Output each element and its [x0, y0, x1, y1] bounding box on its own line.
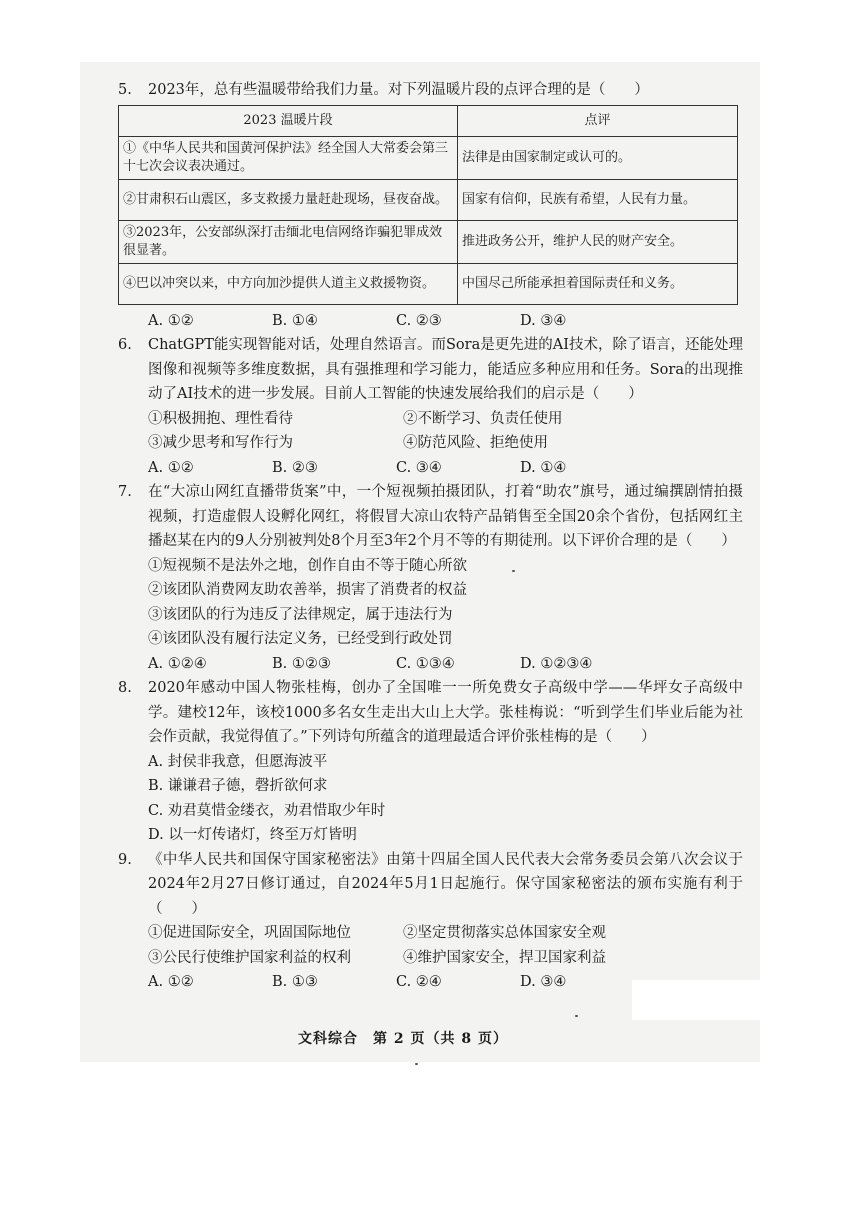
option-b: B. ①②③ — [272, 655, 331, 672]
option-d: D. ①②③④ — [520, 655, 593, 672]
option-d: D. ③④ — [520, 312, 567, 329]
scan-speck — [415, 1063, 418, 1065]
question-number: 7. — [118, 484, 132, 500]
table-cell: 推进政务公开，维护人民的财产安全。 — [458, 220, 738, 263]
question-8 — [118, 676, 743, 848]
option-d: D. ③④ — [520, 974, 567, 990]
table-row — [119, 263, 738, 304]
option-c: C. ①③④ — [396, 655, 455, 672]
statement-list — [118, 921, 743, 970]
statement: ④该团队没有履行法定义务，已经受到行政处罚 — [148, 631, 453, 647]
answer-options — [118, 456, 743, 481]
table-row — [119, 136, 738, 179]
table-cell: 法律是由国家制定或认可的。 — [458, 136, 738, 179]
question-number: 9. — [118, 851, 132, 868]
table-cell: 中国尽己所能承担着国际责任和义务。 — [458, 263, 738, 304]
review-table — [118, 105, 738, 305]
choice-a: A. 封侯非我意，但愿海波平 — [148, 753, 328, 770]
question-number: 6. — [118, 337, 132, 353]
table-row — [119, 220, 738, 263]
table-header-comment: 点评 — [458, 105, 738, 136]
statement: ①促进国际安全，巩固国际地位 — [148, 925, 351, 941]
scan-speck — [575, 1015, 578, 1017]
choice-d: D. 以一灯传诸灯，终至万灯皆明 — [148, 827, 357, 843]
statement: ④防范风险、拒绝使用 — [403, 435, 548, 451]
question-number: 5. — [118, 82, 132, 98]
option-b: B. ②③ — [272, 459, 318, 476]
statement: ④维护国家安全，捍卫国家利益 — [403, 949, 606, 966]
option-d: D. ①④ — [520, 459, 567, 476]
question-5 — [118, 78, 743, 333]
option-a: A. ①②④ — [148, 655, 207, 672]
answer-options — [118, 970, 743, 995]
table-row — [119, 179, 738, 220]
statement: ②该团队消费网友助农善举，损害了消费者的权益 — [148, 582, 467, 598]
option-a: A. ①② — [148, 312, 194, 329]
page-footer: 文科综合 第 2 页（共 8 页） — [298, 1031, 508, 1047]
table-header-fragment: 2023 温暖片段 — [119, 105, 458, 136]
answer-options — [118, 309, 743, 334]
question-7 — [118, 480, 743, 676]
table-cell: ④巴以冲突以来，中方向加沙提供人道主义救援物资。 — [119, 263, 458, 304]
question-stem: 《中华人民共和国保守国家秘密法》由第十四届全国人民代表大会常务委员会第八次会议于2024年2月27日修订通过，自2024年5月1日起施行。保守国家秘密法的颁布实施有利于（ ） — [148, 851, 743, 917]
option-c: C. ③④ — [396, 459, 442, 476]
statement-list — [118, 407, 743, 456]
question-stem: 2023年，总有些温暖带给我们力量。对下列温暖片段的点评合理的是（ ） — [148, 82, 649, 98]
scan-speck — [512, 570, 515, 572]
option-c: C. ②④ — [396, 974, 442, 990]
statement: ②坚定贯彻落实总体国家安全观 — [403, 925, 606, 941]
question-stem: 在“大凉山网红直播带货案”中，一个短视频拍摄团队，打着“助农”旗号，通过编撰剧情拍摄视频，打造虚假人设孵化网红，将假冒大凉山农特产品销售至全国20余个省份，包括网红主播赵某在内的9人分别被判处8个月至3年2个月不等的有期徒刑。以下评价合理的是（ ） — [148, 484, 743, 549]
option-b: B. ①③ — [272, 974, 318, 990]
question-9 — [118, 848, 743, 995]
statement: ①短视频不是法外之地，创作自由不等于随心所欲 — [148, 557, 467, 574]
choice-c: C. 劝君莫惜金缕衣，劝君惜取少年时 — [148, 802, 386, 819]
option-a: A. ①② — [148, 459, 194, 476]
table-cell: ②甘肃积石山震区，多支救援力量赶赴现场，昼夜奋战。 — [119, 179, 458, 220]
question-stem: ChatGPT能实现智能对话，处理自然语言。而Sora是更先进的AI技术，除了语言，还能处理图像和视频等多维度数据，具有强推理和学习能力，能适应多种应用和任务。Sora的出现推动了AI技术的进一步发展。目前人工智能的快速发展给我们的启示是（ ） — [148, 337, 743, 402]
statement: ③该团队的行为违反了法律规定，属于违法行为 — [148, 606, 453, 623]
answer-options — [118, 652, 743, 677]
exam-content — [118, 78, 743, 995]
choice-b: B. 谦谦君子德，磬折欲何求 — [148, 778, 328, 794]
statement: ③公民行使维护国家利益的权利 — [148, 949, 351, 966]
question-number: 8. — [118, 680, 132, 696]
statement: ②不断学习、负责任使用 — [403, 410, 563, 427]
option-b: B. ①④ — [272, 312, 318, 329]
option-a: A. ①② — [148, 974, 194, 990]
table-cell: ①《中华人民共和国黄河保护法》经全国人大常委会第三十七次会议表决通过。 — [119, 136, 458, 179]
table-cell: ③2023年，公安部纵深打击缅北电信网络诈骗犯罪成效很显著。 — [119, 220, 458, 263]
statement: ③减少思考和写作行为 — [148, 435, 293, 451]
option-c: C. ②③ — [396, 312, 442, 329]
statement: ①积极拥抱、理性看待 — [148, 410, 293, 427]
table-cell: 国家有信仰，民族有希望，人民有力量。 — [458, 179, 738, 220]
question-stem: 2020年感动中国人物张桂梅，创办了全国唯一一所免费女子高级中学——华坪女子高级中学。建校12年，该校1000多名女生走出大山上大学。张桂梅说：“听到学生们毕业后能为社会作贡献，我觉得值了。”下列诗句所蕴含的道理最适合评价张桂梅的是（ ） — [148, 680, 743, 745]
question-6 — [118, 333, 743, 480]
